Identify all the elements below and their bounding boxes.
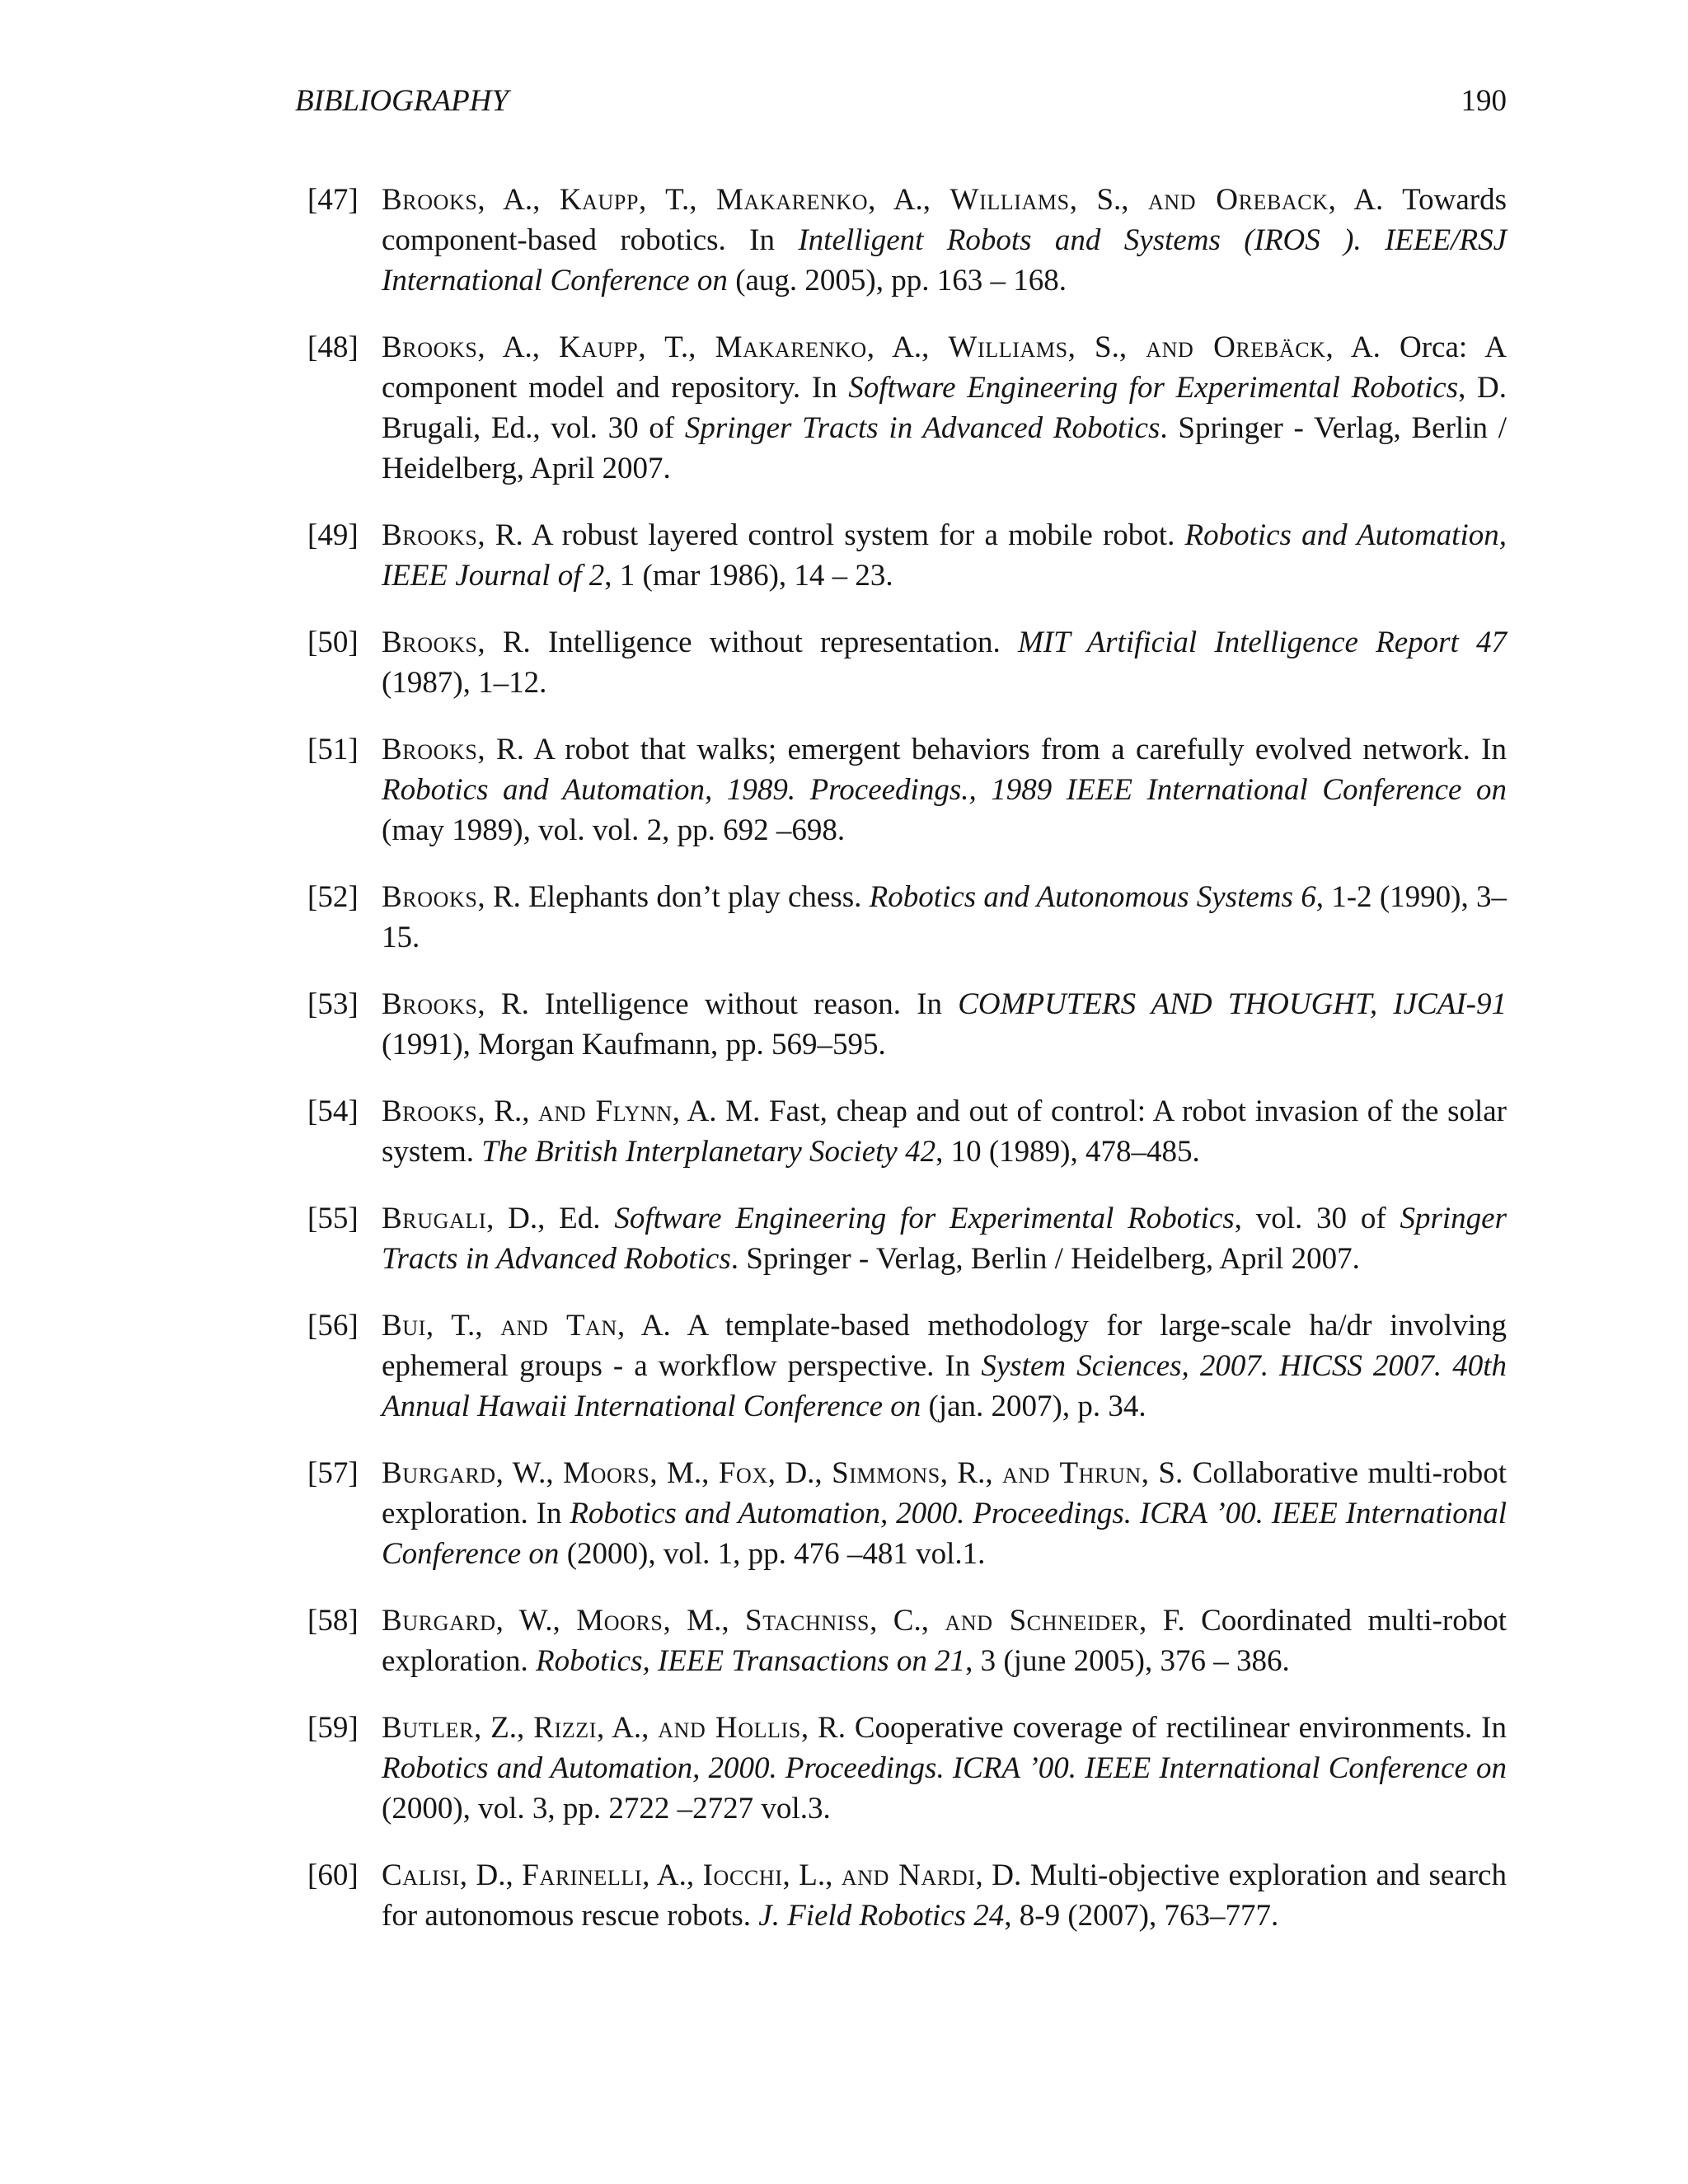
author-name: Kaupp: [559, 330, 639, 364]
author-name: and Thrun: [1002, 1456, 1142, 1490]
reference-text-segment: , A. M. Fast, cheap and out of control: A robot invasion of the solar system.: [382, 1094, 1507, 1169]
reference-text-segment: , S.,: [1069, 183, 1149, 217]
reference-text-segment: , D. Brugali, Ed., vol. 30 of: [382, 371, 1507, 445]
reference-text-segment: , T.,: [425, 1309, 501, 1343]
reference-text-segment: , M.,: [649, 1456, 719, 1490]
reference-entry: [307, 1855, 1507, 1936]
reference-text-segment: , L.,: [782, 1858, 842, 1892]
reference-entry: [307, 1091, 1507, 1172]
reference-text-segment: , W.,: [495, 1456, 564, 1490]
reference-text-segment: , R. A robot that walks; emergent behaviors from a carefully evolved network. In: [477, 733, 1507, 766]
reference-number: [57]: [307, 1456, 359, 1490]
reference-number: [55]: [307, 1202, 359, 1235]
reference-text: [382, 1711, 1507, 1825]
author-name: and Orebäck: [1146, 330, 1326, 364]
author-name: Simmons: [832, 1456, 940, 1490]
reference-number: [49]: [307, 518, 359, 552]
author-name: Moors: [563, 1456, 650, 1490]
author-name: and Flynn: [538, 1094, 673, 1128]
publication-title: Robotics and Automation, 2000. Proceedings. ICRA ’00. IEEE International Conference on: [382, 1497, 1507, 1571]
publication-title: COMPUTERS AND THOUGHT, IJCAI-91: [958, 987, 1507, 1021]
author-name: Calisi: [382, 1858, 460, 1892]
author-name: Brooks: [382, 987, 478, 1021]
author-name: Farinelli: [522, 1858, 643, 1892]
author-name: Butler: [382, 1711, 475, 1745]
reference-text-segment: (1991), Morgan Kaufmann, pp. 569–595.: [382, 1028, 886, 1062]
reference-entry: [307, 1708, 1507, 1829]
reference-list: [307, 180, 1507, 1962]
reference-text-segment: , A.,: [596, 1711, 659, 1745]
reference-text-segment: , M.,: [663, 1604, 746, 1638]
publication-title: Software Engineering for Experimental Robotics: [848, 371, 1459, 405]
author-name: Brooks: [382, 518, 478, 552]
reference-text-segment: , R. A robust layered control system for a mobile robot.: [477, 518, 1185, 552]
reference-text-segment: (2000), vol. 3, pp. 2722 –2727 vol.3.: [382, 1792, 831, 1825]
author-name: Makarenko: [715, 330, 867, 364]
reference-number: [51]: [307, 733, 359, 766]
reference-text-segment: . Springer - Verlag, Berlin / Heidelberg, April 2007.: [730, 1242, 1360, 1276]
author-name: Brugali: [382, 1202, 487, 1235]
reference-text: [382, 330, 1507, 485]
reference-text-segment: , R.,: [940, 1456, 1003, 1490]
author-name: Moors: [576, 1604, 663, 1638]
reference-entry: [307, 327, 1507, 489]
reference-number: [48]: [307, 330, 359, 364]
reference-text-segment: , vol. 30 of: [1234, 1202, 1400, 1235]
reference-text-segment: , 1 (mar 1986), 14 – 23.: [604, 559, 893, 593]
author-name: and Schneider: [945, 1604, 1140, 1638]
publication-title: MIT Artificial Intelligence Report 47: [1017, 626, 1507, 659]
reference-text-segment: , W.,: [495, 1604, 577, 1638]
reference-text-segment: , A.,: [477, 330, 560, 364]
reference-text-segment: , 3 (june 2005), 376 – 386.: [965, 1644, 1290, 1678]
reference-text-segment: , T.,: [638, 330, 715, 364]
reference-text-segment: , R.,: [477, 1094, 539, 1128]
reference-text-segment: , D., Ed.: [486, 1202, 615, 1235]
author-name: Williams: [950, 183, 1070, 217]
publication-title: Springer Tracts in Advanced Robotics: [382, 1202, 1507, 1276]
author-name: Brooks: [382, 733, 478, 766]
reference-text-segment: , R. Intelligence without representation.: [477, 626, 1018, 659]
reference-text-segment: , A.,: [477, 183, 560, 217]
reference-text-segment: (jan. 2007), p. 34.: [921, 1390, 1146, 1423]
publication-title: Springer Tracts in Advanced Robotics: [684, 411, 1160, 445]
publication-title: J. Field Robotics 24: [758, 1899, 1005, 1933]
publication-title: Robotics, IEEE Transactions on 21: [536, 1644, 966, 1678]
reference-text-segment: , S. Collaborative multi-robot exploration. In: [382, 1456, 1507, 1530]
author-name: Brooks: [382, 183, 478, 217]
reference-text: [382, 1604, 1507, 1678]
author-name: Iocchi: [702, 1858, 783, 1892]
reference-number: [53]: [307, 987, 359, 1021]
reference-number: [50]: [307, 626, 359, 659]
reference-text: [382, 1309, 1507, 1423]
reference-entry: [307, 1305, 1507, 1427]
reference-text-segment: , T.,: [639, 183, 716, 217]
reference-text: [382, 1202, 1507, 1276]
reference-text-segment: , S.,: [1067, 330, 1146, 364]
author-name: Brooks: [382, 330, 478, 364]
author-name: and Oreback: [1148, 183, 1329, 217]
reference-number: [54]: [307, 1094, 359, 1128]
reference-text: [382, 1094, 1507, 1169]
author-name: Rizzi: [533, 1711, 597, 1745]
author-name: and Nardi: [841, 1858, 976, 1892]
reference-text-segment: , R. Intelligence without reason. In: [477, 987, 959, 1021]
publication-title: Robotics and Automation, IEEE Journal of 2: [382, 518, 1507, 593]
reference-text-segment: , R. Cooperative coverage of rectilinear environments. In: [800, 1711, 1507, 1745]
reference-entry: [307, 1198, 1507, 1279]
author-name: Burgard: [382, 1604, 496, 1638]
reference-text-segment: , D. Multi-objective exploration and search for autonomous rescue robots.: [382, 1858, 1507, 1933]
publication-title: System Sciences, 2007. HICSS 2007. 40th Annual Hawaii International Conference on: [382, 1349, 1507, 1423]
author-name: Stachniss: [745, 1604, 870, 1638]
reference-text: [382, 1858, 1507, 1933]
author-name: and Tan: [500, 1309, 617, 1343]
publication-title: Robotics and Autonomous Systems 6: [869, 880, 1316, 914]
reference-entry: [307, 180, 1507, 301]
reference-text-segment: , A. A template-based methodology for large-scale ha/dr involving ephemeral groups - a workflow perspective. In: [382, 1309, 1507, 1383]
running-title: BIBLIOGRAPHY: [295, 84, 509, 118]
running-head: [295, 80, 1507, 123]
reference-text-segment: , A. Orca: A component model and repository. In: [382, 330, 1507, 405]
reference-text-segment: , A. Towards component-based robotics. In: [382, 183, 1507, 257]
reference-text-segment: (aug. 2005), pp. 163 – 168.: [727, 264, 1067, 298]
author-name: Brooks: [382, 880, 478, 914]
reference-text-segment: , F. Coordinated multi-robot exploration.: [382, 1604, 1507, 1678]
publication-title: Software Engineering for Experimental Robotics: [614, 1202, 1235, 1235]
reference-text-segment: , D.,: [767, 1456, 832, 1490]
author-name: and Hollis: [658, 1711, 801, 1745]
reference-text-segment: , 8-9 (2007), 763–777.: [1004, 1899, 1279, 1933]
reference-text-segment: , 1-2 (1990), 3– 15.: [382, 880, 1507, 954]
reference-entry: [307, 877, 1507, 958]
reference-text-segment: , C.,: [870, 1604, 945, 1638]
reference-number: [52]: [307, 880, 359, 914]
reference-entry: [307, 1453, 1507, 1574]
author-name: Bui: [382, 1309, 426, 1343]
author-name: Williams: [948, 330, 1068, 364]
reference-text: [382, 987, 1507, 1062]
reference-text-segment: , 10 (1989), 478–485.: [935, 1135, 1200, 1169]
publication-title: Intelligent Robots and Systems (IROS ). IEEE/RSJ International Conference on: [382, 223, 1507, 298]
reference-entry: [307, 1601, 1507, 1681]
reference-entry: [307, 622, 1507, 703]
author-name: Burgard: [382, 1456, 496, 1490]
reference-text: [382, 733, 1507, 847]
reference-text-segment: (1987), 1–12.: [382, 666, 547, 700]
reference-text-segment: (2000), vol. 1, pp. 476 –481 vol.1.: [559, 1537, 986, 1571]
reference-text: [382, 183, 1507, 298]
author-name: Fox: [718, 1456, 768, 1490]
reference-text-segment: , Z.,: [474, 1711, 534, 1745]
author-name: Brooks: [382, 1094, 478, 1128]
reference-text: [382, 1456, 1507, 1571]
reference-text-segment: , A.,: [642, 1858, 703, 1892]
reference-number: [56]: [307, 1309, 359, 1343]
reference-text-segment: . Springer - Verlag, Berlin / Heidelberg, April 2007.: [382, 411, 1507, 485]
publication-title: Robotics and Automation, 2000. Proceedings. ICRA ’00. IEEE International Conference on: [382, 1751, 1507, 1785]
reference-entry: [307, 984, 1507, 1065]
reference-text: [382, 626, 1507, 700]
reference-entry: [307, 729, 1507, 851]
reference-text-segment: , R. Elephants don’t play chess.: [477, 880, 870, 914]
reference-text-segment: , A.,: [866, 330, 949, 364]
author-name: Brooks: [382, 626, 478, 659]
publication-title: The British Interplanetary Society 42: [481, 1135, 936, 1169]
reference-number: [58]: [307, 1604, 359, 1638]
reference-text-segment: (may 1989), vol. vol. 2, pp. 692 –698.: [382, 813, 846, 847]
reference-number: [59]: [307, 1711, 359, 1745]
reference-number: [47]: [307, 183, 359, 217]
reference-text-segment: , D.,: [459, 1858, 523, 1892]
reference-text: [382, 518, 1507, 593]
author-name: Kaupp: [559, 183, 640, 217]
reference-entry: [307, 515, 1507, 596]
page-number: 190: [1461, 84, 1507, 118]
reference-text: [382, 880, 1507, 954]
author-name: Makarenko: [715, 183, 869, 217]
reference-text-segment: , A.,: [868, 183, 950, 217]
publication-title: Robotics and Automation, 1989. Proceedings., 1989 IEEE International Conference on: [382, 773, 1507, 807]
reference-number: [60]: [307, 1858, 359, 1892]
